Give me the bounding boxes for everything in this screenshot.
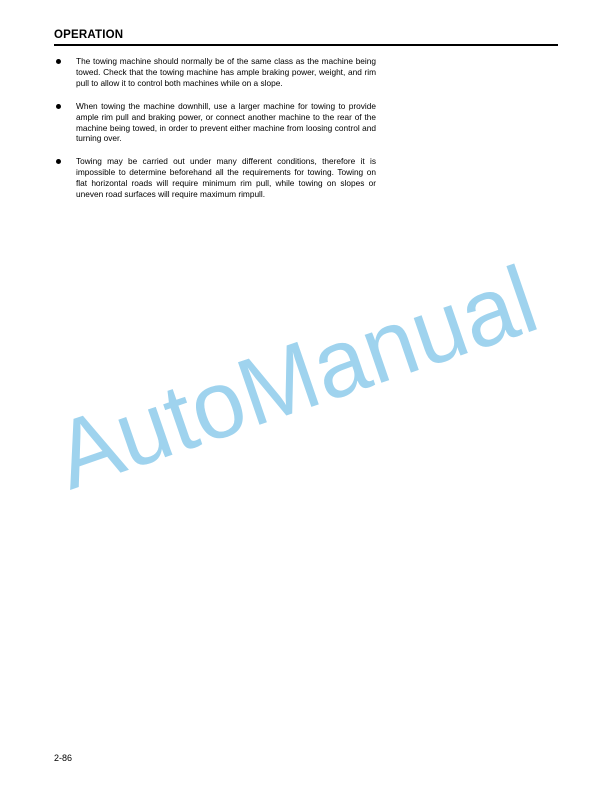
bullet-text: Towing may be carried out under many different conditions, therefore it is impossible to determine beforehand all the requirements for towing. Towing on flat horizontal roads will require minimum rim pull, while towing on slopes or uneven road surfaces will require maximum rimpull. — [76, 156, 376, 200]
bullet-text: The towing machine should normally be of the same class as the machine being towed. Check that the towing machine has ample braking power, weight, and rim pull to allow it to control both machines while on a slope. — [76, 56, 376, 88]
section-title: OPERATION — [54, 29, 124, 41]
page-header — [54, 28, 558, 46]
page-number: 2-86 — [54, 753, 73, 763]
list-item — [54, 156, 376, 200]
bullet-icon — [56, 104, 61, 109]
bullet-text: When towing the machine downhill, use a larger machine for towing to provide ample rim pull and braking power, or connect another machine to the rear of the machine being towed, in order to prevent either machine from loosing control and turning over. — [76, 100, 376, 144]
bullet-icon — [56, 159, 61, 164]
bullet-list — [54, 56, 376, 212]
list-item — [54, 56, 376, 89]
bullet-icon — [56, 59, 61, 64]
list-item — [54, 101, 376, 145]
watermark-text: AutoManual — [42, 241, 562, 510]
